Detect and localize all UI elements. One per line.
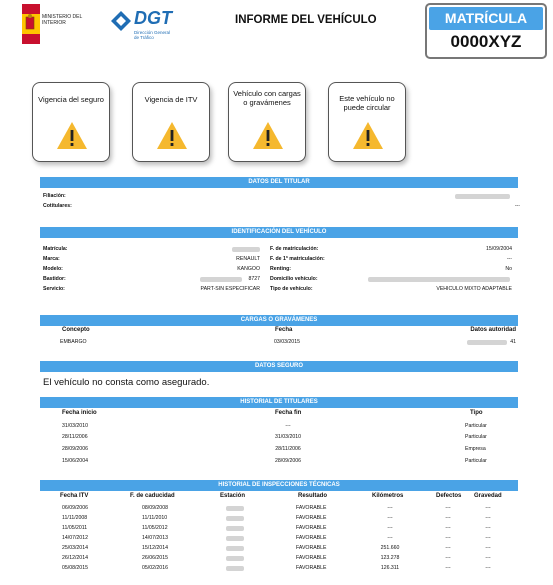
field-label: Marca:: [43, 256, 60, 262]
col-header: Fecha ITV: [60, 493, 89, 499]
col-header: Resultado: [298, 493, 328, 499]
plate-value: 0000XYZ: [450, 32, 522, 51]
itv-gravedad: ---: [485, 525, 491, 531]
itv-defectos: ---: [445, 545, 451, 551]
dgt-name: DGT: [134, 8, 172, 28]
itv-fecha: 11/11/2008: [62, 515, 88, 521]
dgt-subtitle: Dirección General de Tráfico: [134, 30, 171, 40]
field-value: RENAULT: [236, 256, 260, 262]
itv-caducidad: 15/12/2014: [142, 545, 168, 551]
itv-resultado: FAVORABLE: [296, 505, 327, 511]
alert-label: Vigencia del seguro: [38, 95, 104, 104]
itv-fecha: 06/09/2006: [62, 505, 88, 511]
col-header: Datos autoridad: [470, 327, 516, 333]
plate-box: [425, 3, 547, 59]
col-header: Concepto: [62, 327, 90, 333]
field-value: KANGOO: [237, 266, 260, 272]
field-label: F. de matriculación:: [270, 246, 319, 252]
field-label: Servicio:: [43, 286, 65, 292]
itv-defectos: ---: [445, 515, 451, 521]
section-header-identificacion: IDENTIFICACIÓN DEL VEHÍCULO: [40, 227, 518, 238]
warning-icon: [252, 121, 284, 150]
itv-km: 123.278: [380, 555, 400, 561]
itv-gravedad: ---: [485, 565, 491, 571]
titular-tipo: Empresa: [465, 446, 486, 452]
coat-of-arms-icon: [22, 4, 40, 44]
itv-fecha: 14/07/2012: [62, 535, 88, 541]
itv-km: ---: [387, 535, 393, 541]
col-header: Fecha: [275, 327, 293, 333]
dgt-mark-icon: [110, 10, 132, 32]
cotitulares-label: Cotitulares:: [43, 203, 72, 209]
itv-defectos: ---: [445, 505, 451, 511]
alert-cargas: [228, 82, 306, 162]
field-value: ---: [506, 256, 512, 262]
col-header: Tipo: [470, 410, 483, 416]
itv-fecha: 26/12/2014: [62, 555, 88, 561]
itv-fecha: 05/08/2015: [62, 565, 88, 571]
field-value: No: [505, 266, 512, 272]
itv-km: 251.660: [380, 545, 400, 551]
alert-label: Vigencia de ITV: [144, 95, 198, 104]
seguro-text: El vehículo no consta como asegurado.: [43, 377, 210, 388]
col-header: Fecha fin: [275, 410, 302, 416]
warning-icon: [56, 121, 88, 150]
field-value: VEHICULO MIXTO ADAPTABLE: [436, 286, 512, 292]
itv-caducidad: 14/07/2013: [142, 535, 168, 541]
field-label: F. de 1ª matriculación:: [270, 256, 325, 262]
filiacion-label: Filiación:: [43, 193, 66, 199]
itv-gravedad: ---: [485, 505, 491, 511]
section-header-titulares: HISTORIAL DE TITULARES: [40, 397, 518, 408]
titular-fin: 28/11/2006: [275, 446, 301, 452]
col-header: F. de caducidad: [130, 493, 175, 499]
plate-label: MATRÍCULA: [429, 7, 543, 30]
cargas-fecha: 03/03/2015: [274, 339, 300, 345]
redacted-value: [232, 247, 260, 252]
section-header-itv: HISTORIAL DE INSPECCIONES TÉCNICAS: [40, 480, 518, 491]
dgt-logo: [108, 4, 178, 44]
field-value: PART-SIN ESPECIFICAR: [200, 286, 260, 292]
warning-icon: [352, 121, 384, 150]
ministerio-text: MINISTERIO DEL INTERIOR: [42, 14, 83, 26]
field-label: Bastidor:: [43, 276, 66, 282]
itv-fecha: 25/03/2014: [62, 545, 88, 551]
itv-gravedad: ---: [485, 535, 491, 541]
alert-itv: [132, 82, 210, 162]
redacted-value: [226, 566, 244, 571]
itv-km: ---: [387, 525, 393, 531]
field-value: 8727: [248, 276, 260, 282]
itv-defectos: ---: [445, 535, 451, 541]
itv-resultado: FAVORABLE: [296, 545, 327, 551]
cargas-autoridad: 41: [510, 339, 516, 345]
field-label: Domicilio vehículo:: [270, 276, 318, 282]
field-label: Renting:: [270, 266, 292, 272]
itv-km: ---: [387, 515, 393, 521]
itv-caducidad: 08/09/2008: [142, 505, 168, 511]
col-header: Defectos: [436, 493, 462, 499]
itv-defectos: ---: [445, 525, 451, 531]
titular-fin: 31/03/2010: [275, 434, 301, 440]
titular-tipo: Particular: [465, 423, 487, 429]
itv-gravedad: ---: [485, 555, 491, 561]
itv-km: 126.311: [380, 565, 400, 571]
redacted-value: [226, 506, 244, 511]
section-header-seguro: DATOS SEGURO: [40, 361, 518, 372]
itv-defectos: ---: [445, 565, 451, 571]
ministerio-logo: [22, 4, 102, 44]
field-label: Modelo:: [43, 266, 63, 272]
itv-resultado: FAVORABLE: [296, 565, 327, 571]
itv-gravedad: ---: [485, 515, 491, 521]
titular-inicio: 15/06/2004: [62, 458, 88, 464]
col-header: Kilómetros: [372, 493, 404, 499]
itv-resultado: FAVORABLE: [296, 535, 327, 541]
titular-tipo: Particular: [465, 434, 487, 440]
titular-fin: ---: [285, 423, 291, 429]
redacted-value: [226, 536, 244, 541]
col-header: Fecha inicio: [62, 410, 97, 416]
alert-label: Este vehículo no puede circular: [339, 94, 395, 112]
redacted-value: [226, 546, 244, 551]
itv-resultado: FAVORABLE: [296, 515, 327, 521]
alert-circular: [328, 82, 406, 162]
titular-inicio: 28/09/2006: [62, 446, 88, 452]
field-label: Tipo de vehículo:: [270, 286, 313, 292]
itv-caducidad: 05/02/2016: [142, 565, 168, 571]
section-header-cargas: CARGAS O GRAVÁMENES: [40, 315, 518, 326]
warning-icon: [156, 121, 188, 150]
itv-caducidad: 26/06/2015: [142, 555, 168, 561]
itv-resultado: FAVORABLE: [296, 525, 327, 531]
itv-gravedad: ---: [485, 545, 491, 551]
redacted-value: [455, 194, 510, 199]
itv-caducidad: 11/11/2010: [142, 515, 168, 521]
itv-fecha: 11/05/2011: [62, 525, 88, 531]
field-label: Matrícula:: [43, 246, 68, 252]
section-header-titular: DATOS DEL TITULAR: [40, 177, 518, 188]
redacted-value: [226, 516, 244, 521]
col-header: Gravedad: [474, 493, 502, 499]
redacted-value: [226, 556, 244, 561]
itv-km: ---: [387, 505, 393, 511]
titular-tipo: Particular: [465, 458, 487, 464]
cotitulares-value: ---: [514, 203, 520, 209]
itv-caducidad: 11/05/2012: [142, 525, 168, 531]
titular-fin: 28/09/2006: [275, 458, 301, 464]
alert-seguro: [32, 82, 110, 162]
redacted-value: [368, 277, 510, 282]
cargas-concepto: EMBARGO: [60, 339, 87, 345]
field-value: 15/09/2004: [486, 246, 512, 252]
redacted-value: [226, 526, 244, 531]
alert-label: Vehículo con cargas o gravámenes: [233, 89, 301, 107]
itv-resultado: FAVORABLE: [296, 555, 327, 561]
page-title: INFORME DEL VEHÍCULO: [235, 14, 377, 26]
itv-defectos: ---: [445, 555, 451, 561]
titular-inicio: 28/11/2006: [62, 434, 88, 440]
titular-inicio: 31/03/2010: [62, 423, 88, 429]
col-header: Estación: [220, 493, 246, 499]
